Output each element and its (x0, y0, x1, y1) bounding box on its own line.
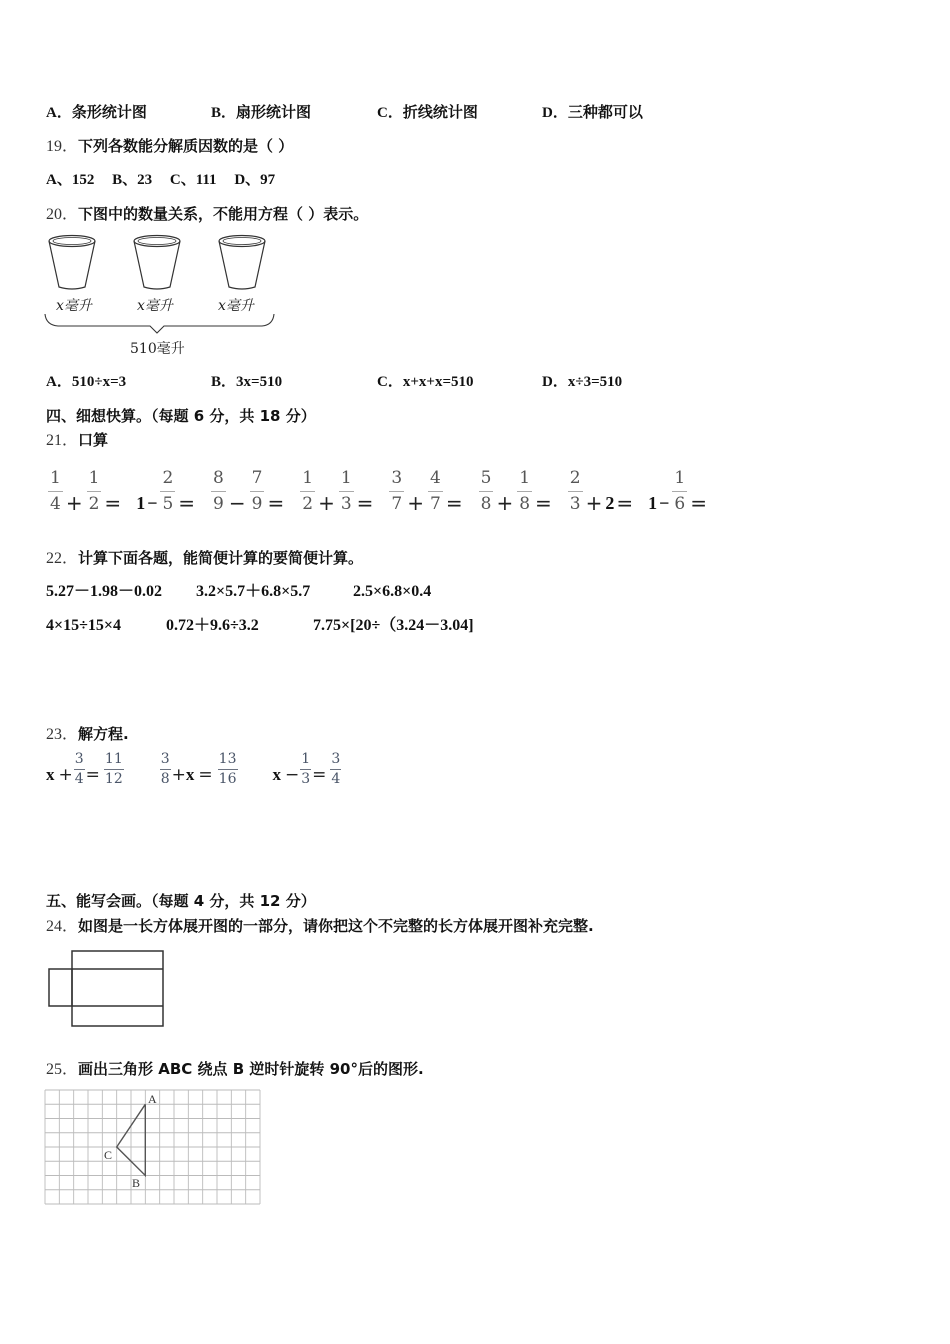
total-label: 510毫升 (130, 341, 185, 357)
option-text: 条形统计图 (71, 103, 147, 121)
equals-sign: = (356, 491, 374, 515)
denominator: 12 (104, 771, 123, 787)
numerator: 3 (330, 752, 341, 770)
option-letter: A． (46, 105, 72, 121)
denominator: 3 (340, 494, 352, 514)
operator: − (659, 493, 670, 513)
fraction (218, 752, 238, 787)
equals-sign: = (616, 491, 634, 515)
section-4-title: 四、细想快算。（每题 6 分，共 18 分） (46, 407, 316, 425)
point-c-label: C (104, 1148, 113, 1162)
oral-calc-item (566, 469, 635, 514)
whole-number: 2 (605, 493, 615, 513)
fraction (517, 469, 532, 514)
cuboid-net-figure (49, 951, 163, 1026)
operator: + (496, 491, 514, 515)
denominator: 7 (430, 494, 441, 514)
fraction (48, 469, 63, 514)
equals-sign: = (104, 491, 122, 515)
whole-number: 1 (648, 493, 658, 513)
numerator: 2 (160, 469, 175, 492)
fraction (300, 752, 311, 787)
q22-expr: 5.27－1.98－0.02 (46, 583, 163, 600)
operator: + (58, 764, 73, 785)
oral-calc-item (647, 469, 709, 514)
operator: − (147, 493, 158, 513)
oral-calc-item (387, 469, 464, 514)
denominator: 3 (569, 494, 581, 514)
denominator: 8 (519, 494, 531, 514)
numerator: 2 (568, 469, 583, 492)
cup-icon (49, 236, 95, 290)
operator: + (407, 491, 425, 515)
equals: = (312, 764, 327, 785)
operator: + (171, 764, 186, 785)
numerator: 3 (160, 752, 171, 770)
question-text: 画出三角形 ABC 绕点 B 逆时针旋转 90°后的图形. (78, 1060, 424, 1078)
fraction (211, 469, 226, 514)
denominator: 4 (50, 494, 61, 514)
equals: = (198, 764, 213, 785)
q22-expr: 7.75×[20÷（3.24－3.04] (313, 617, 474, 634)
cup-icon (219, 236, 265, 290)
operator: + (318, 491, 335, 515)
cup-icon (134, 236, 180, 290)
fraction (160, 752, 171, 787)
q25-grid (45, 1090, 260, 1204)
q22-expr: 2.5×6.8×0.4 (353, 583, 432, 600)
option-letter: B． (211, 105, 237, 121)
numerator: 1 (48, 469, 63, 492)
fraction (672, 469, 687, 514)
question-text: 如图是一长方体展开图的一部分，请你把这个不完整的长方体展开图补充完整. (78, 917, 594, 935)
q20-option-d (542, 372, 622, 392)
denominator: 8 (480, 494, 492, 514)
denominator: 2 (302, 494, 314, 514)
question-text: 计算下面各题，能简便计算的要简便计算。 (78, 549, 364, 567)
operator: + (585, 491, 603, 515)
option-letter: A、 (46, 172, 72, 188)
denominator: 2 (88, 494, 100, 514)
oral-calc-item (298, 469, 375, 514)
fraction (428, 469, 443, 514)
operator: − (228, 491, 246, 515)
numerator: 5 (479, 469, 494, 492)
fraction (74, 752, 85, 787)
equals-sign: = (267, 491, 285, 515)
option-text: 扇形统计图 (236, 103, 312, 121)
q22-stem (46, 548, 363, 569)
fraction (389, 469, 404, 514)
option-text: x+x+x=510 (402, 374, 474, 390)
option-value: 23 (137, 172, 153, 188)
question-text: 下列各数能分解质因数的是（ ） (78, 137, 294, 155)
option-value: 97 (260, 172, 276, 188)
q22-expr: 0.72＋9.6÷3.2 (166, 617, 259, 634)
cup-label: x毫升 (137, 298, 173, 314)
q20-option-c (377, 372, 474, 392)
option-text: 510÷x=3 (71, 374, 127, 390)
option-letter: C、 (169, 172, 196, 188)
variable: x (46, 764, 55, 784)
q20-option-b (211, 372, 282, 392)
numerator: 1 (339, 469, 354, 492)
denominator: 4 (74, 771, 84, 787)
option-letter: A． (46, 374, 72, 390)
numerator: 7 (250, 469, 265, 492)
question-text: 下图中的数量关系，不能用方程（ ）表示。 (78, 205, 369, 223)
equals-sign: = (690, 491, 708, 515)
section-5-title: 五、能写会画。（每题 4 分，共 12 分） (46, 892, 316, 910)
equation-1 (46, 752, 125, 787)
fraction (339, 469, 354, 514)
oral-calc-item (135, 469, 197, 514)
q21-stem (46, 430, 108, 451)
fraction (87, 469, 102, 514)
question-number: 20． (46, 206, 79, 223)
option-letter: D． (542, 105, 568, 121)
variable: x (185, 764, 195, 784)
numerator: 1 (517, 469, 532, 492)
option-letter: B． (211, 374, 237, 390)
equals-sign: = (178, 491, 196, 515)
operator: − (285, 764, 300, 785)
q21-oral-calc-row (46, 462, 721, 514)
cup-label: x毫升 (218, 298, 254, 314)
denominator: 4 (331, 771, 341, 787)
numerator: 3 (74, 752, 85, 770)
fraction (160, 469, 175, 514)
q22-expr: 3.2×5.7＋6.8×5.7 (196, 583, 311, 600)
equals-sign: = (535, 491, 552, 515)
equals: = (85, 764, 100, 785)
oral-calc-item (209, 469, 286, 514)
option-text: 3x=510 (236, 374, 283, 390)
denominator: 6 (674, 494, 686, 514)
option-letter: C． (377, 374, 403, 390)
question-number: 24． (46, 918, 79, 935)
q25-stem (46, 1059, 424, 1080)
fraction (250, 469, 265, 514)
question-number: 19． (46, 138, 79, 155)
whole-number: 1 (136, 493, 146, 513)
denominator: 16 (218, 771, 237, 787)
fraction (300, 469, 315, 514)
denominator: 9 (251, 494, 263, 514)
denominator: 8 (160, 771, 170, 787)
fraction (330, 752, 341, 787)
option-letter: C． (377, 105, 403, 121)
option-value: 152 (71, 172, 95, 188)
fraction (104, 752, 124, 787)
question-text: 解方程. (78, 725, 129, 743)
q23-equations (46, 752, 376, 787)
question-number: 23． (46, 726, 79, 743)
denominator: 5 (162, 494, 174, 514)
numerator: 1 (672, 469, 687, 492)
numerator: 1 (87, 469, 102, 492)
fraction (479, 469, 494, 514)
point-b-label: B (132, 1176, 141, 1190)
denominator: 7 (391, 494, 403, 514)
denominator: 3 (301, 771, 311, 787)
question-number: 21． (46, 432, 79, 449)
option-text: x÷3=510 (567, 374, 623, 390)
option-text: 折线统计图 (402, 103, 478, 121)
equation-2 (159, 752, 239, 787)
option-value: 111 (195, 172, 217, 188)
q20-option-a (46, 372, 126, 392)
brace-icon (45, 314, 274, 333)
oral-calc-item (46, 469, 123, 514)
option-letter: D． (542, 374, 568, 390)
q22-expr: 4×15÷15×4 (46, 617, 122, 634)
question-number: 25． (46, 1061, 79, 1078)
numerator: 1 (300, 469, 315, 492)
operator: + (65, 491, 83, 515)
numerator: 11 (104, 752, 124, 770)
fraction (568, 469, 583, 514)
equation-3 (273, 752, 343, 787)
variable: x (272, 764, 281, 784)
numerator: 8 (211, 469, 226, 492)
option-letter: D、 (234, 172, 261, 188)
oral-calc-item (477, 469, 554, 514)
option-letter: B、 (112, 172, 138, 188)
question-text: 口算 (78, 431, 109, 449)
numerator: 1 (300, 752, 311, 770)
question-number: 22． (46, 550, 79, 567)
denominator: 9 (213, 494, 224, 514)
cup-label: x毫升 (56, 298, 92, 314)
option-text: 三种都可以 (567, 103, 643, 121)
point-a-label: A (148, 1092, 157, 1106)
numerator: 4 (428, 469, 443, 492)
numerator: 13 (218, 752, 238, 770)
q23-stem (46, 724, 129, 745)
equals-sign: = (445, 491, 463, 515)
numerator: 3 (389, 469, 404, 492)
q24-stem (46, 916, 594, 937)
